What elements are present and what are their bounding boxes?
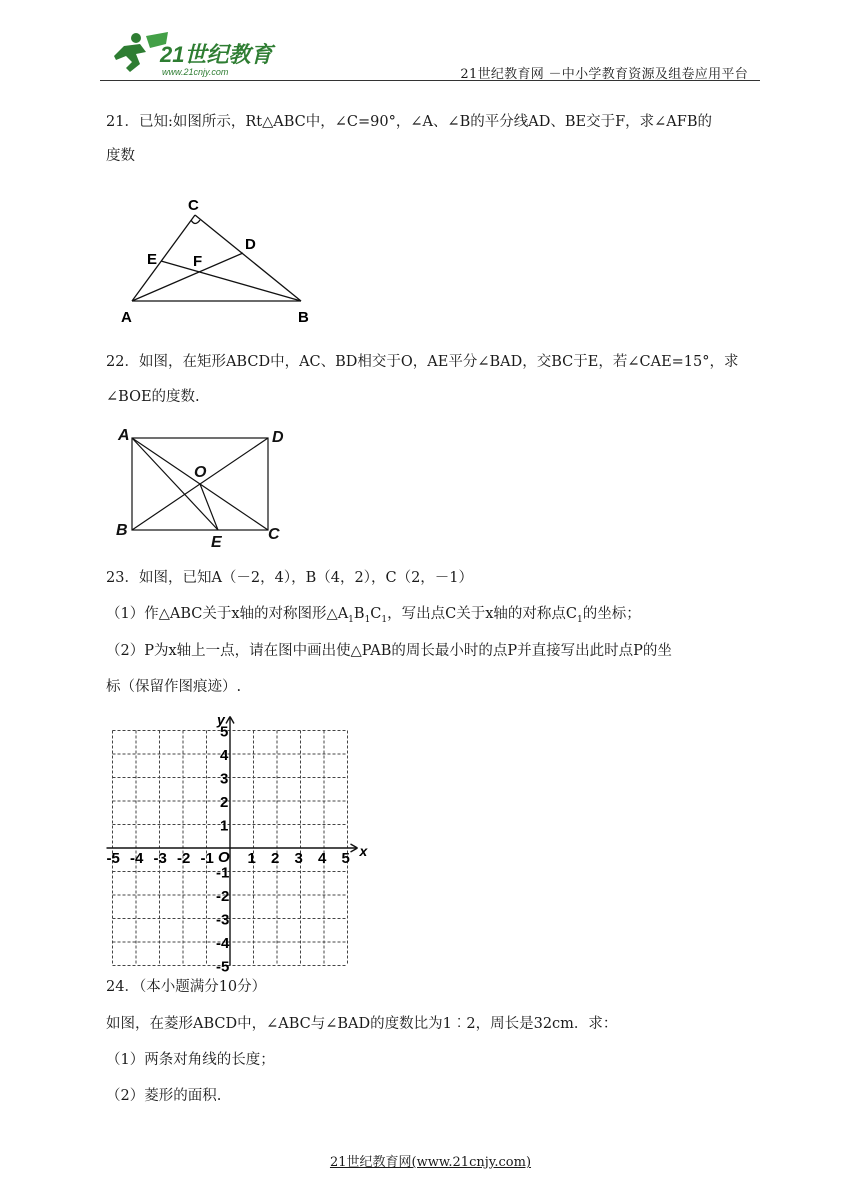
y-tick-label: -1 bbox=[216, 864, 230, 882]
q23-line2-part5: 的坐标； bbox=[582, 606, 641, 622]
q21-triangle-figure bbox=[115, 193, 320, 328]
q23-sub-c1: 1 bbox=[381, 614, 388, 625]
q24-text-line1: 24．（本小题满分10分） bbox=[106, 979, 267, 995]
x-tick-label: -3 bbox=[153, 850, 167, 867]
x-tick-label: 3 bbox=[294, 850, 303, 867]
footer-link[interactable]: 21世纪教育网(www.21cnjy.com) bbox=[329, 1155, 532, 1170]
label-b: B bbox=[116, 522, 128, 539]
q23-line2-part1: （1）作△ABC关于x轴的对称图形△A bbox=[106, 606, 349, 622]
y-axis-label: y bbox=[217, 711, 225, 728]
label-c: C bbox=[268, 526, 280, 543]
logo-title: 21世纪教育 bbox=[160, 42, 273, 67]
x-tick-label: 5 bbox=[341, 850, 350, 867]
y-tick-label: -3 bbox=[216, 911, 230, 929]
label-o: O bbox=[194, 464, 207, 481]
y-tick-label: 2 bbox=[220, 794, 229, 811]
x-tick-label: -5 bbox=[106, 850, 120, 867]
q23-line2-part2: B bbox=[353, 606, 365, 622]
q23-text-line4: 标（保留作图痕迹）. bbox=[106, 679, 242, 695]
q22-text-line2: ∠BOE的度数. bbox=[106, 389, 200, 405]
site-logo bbox=[106, 30, 286, 80]
side-ac bbox=[132, 215, 195, 301]
y-tick-label: 4 bbox=[220, 747, 229, 764]
q23-line2-part3: C bbox=[370, 606, 382, 622]
q24-text-line3: （1）两条对角线的长度； bbox=[106, 1052, 275, 1068]
page-header bbox=[100, 30, 760, 82]
q23-text-line2 bbox=[106, 604, 756, 631]
segment-oe bbox=[200, 484, 218, 530]
q24-text-line4: （2）菱形的面积. bbox=[106, 1088, 222, 1104]
y-tick-label: -5 bbox=[216, 958, 230, 976]
x-tick-label: -1 bbox=[200, 850, 214, 867]
x-tick-label: -4 bbox=[130, 850, 144, 867]
label-f: F bbox=[193, 253, 203, 270]
bisector-be bbox=[161, 261, 301, 301]
q23-line2-part4: ，写出点C关于x轴的对称点C bbox=[387, 606, 578, 622]
q22-text-line1: 22．如图，在矩形ABCD中，AC、BD相交于O，AE平分∠BAD，交BC于E，若∠CAE=15°，求 bbox=[106, 354, 739, 370]
origin-label: O bbox=[218, 849, 230, 866]
y-tick-label: 3 bbox=[220, 770, 229, 788]
q23-coordinate-grid bbox=[100, 700, 370, 976]
q21-text-line1: 21．已知:如图所示，Rt△ABC中，∠C=90°，∠A、∠B的平分线AD、BE交于F，求∠AFB的 bbox=[106, 114, 712, 130]
q24-text-line2: 如图，在菱形ABCD中，∠ABC与∠BAD的度数比为1︰2，周长是32cm．求： bbox=[106, 1016, 618, 1032]
q23-sub-a1: 1 bbox=[348, 614, 354, 625]
page-footer bbox=[0, 1151, 861, 1170]
site-tagline: 21世纪教育网 －中小学教育资源及组卷应用平台 bbox=[460, 67, 748, 82]
q23-text-line1: 23．如图，已知A（－2，4），B（4，2），C（2，－1） bbox=[106, 570, 474, 586]
q22-rectangle-figure bbox=[110, 423, 295, 551]
x-tick-label: -2 bbox=[177, 850, 191, 867]
label-a: A bbox=[118, 427, 130, 444]
right-angle-mark bbox=[191, 220, 200, 224]
label-b: B bbox=[298, 309, 309, 326]
q23-sub-c1b: 1 bbox=[577, 614, 583, 625]
q23-sub-b1: 1 bbox=[364, 614, 371, 625]
y-tick-label: 5 bbox=[220, 723, 229, 741]
logo-url: www.21cnjy.com bbox=[162, 67, 229, 77]
y-tick-label: 1 bbox=[220, 817, 229, 835]
label-a: A bbox=[121, 309, 132, 326]
side-cb bbox=[195, 215, 301, 301]
q21-text-line2: 度数 bbox=[106, 148, 135, 164]
label-e: E bbox=[147, 251, 158, 268]
label-e: E bbox=[211, 534, 222, 551]
x-tick-label: 4 bbox=[318, 850, 327, 867]
x-tick-label: 2 bbox=[271, 850, 280, 867]
segment-ae bbox=[132, 438, 218, 530]
header-divider bbox=[100, 80, 760, 81]
x-axis-label: x bbox=[359, 843, 368, 859]
y-tick-label: -4 bbox=[216, 935, 230, 952]
q23-text-line3: （2）P为x轴上一点，请在图中画出使△PAB的周长最小时的点P并直接写出此时点P的坐 bbox=[106, 643, 672, 659]
label-d: D bbox=[245, 236, 256, 253]
label-d: D bbox=[272, 429, 284, 446]
x-tick-label: 1 bbox=[247, 850, 256, 867]
y-tick-label: -2 bbox=[216, 888, 230, 905]
label-c: C bbox=[188, 197, 199, 214]
